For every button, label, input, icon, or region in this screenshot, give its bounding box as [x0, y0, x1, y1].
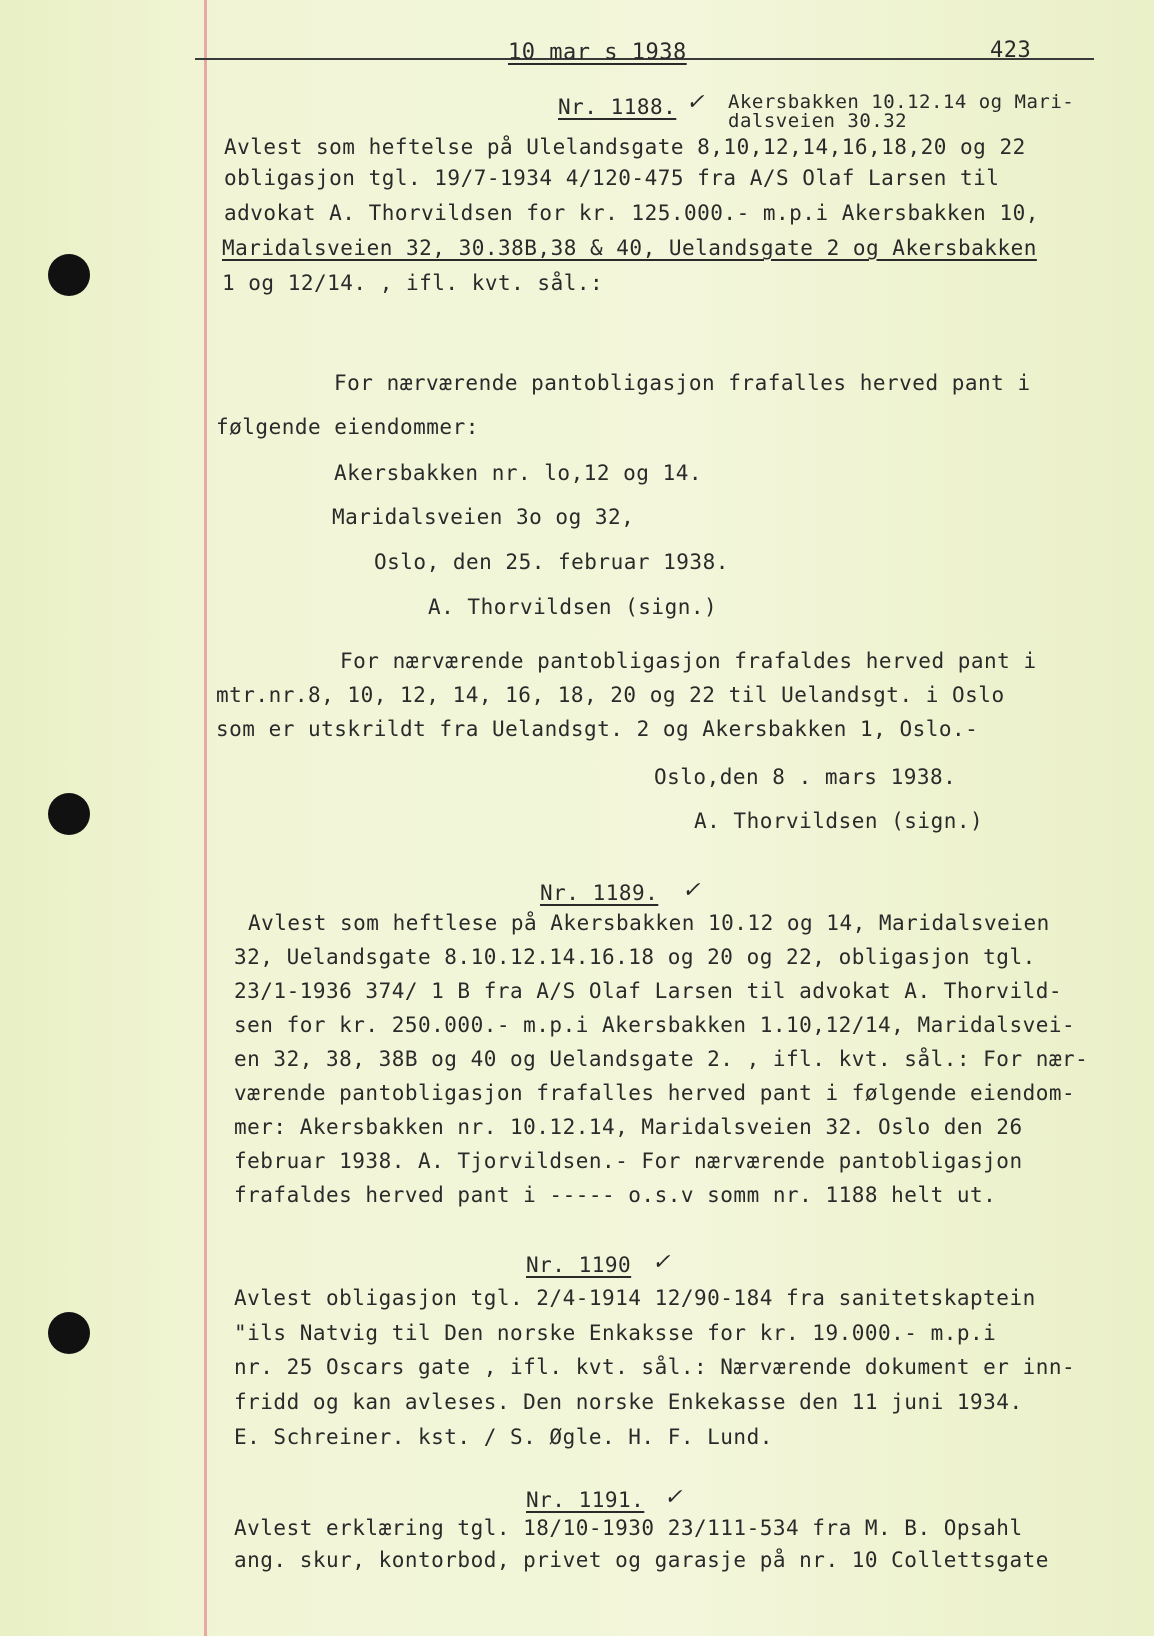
entry-1188-line-2: obligasjon tgl. 19/7-1934 4/120-475 fra A/S Olaf Larsen til	[224, 166, 1000, 190]
punch-hole-bottom	[48, 1312, 90, 1354]
entry-1188-line-1: Avlest som heftelse på Ulelandsgate 8,10,12,14,16,18,20 og 22	[224, 135, 1026, 159]
entry-1189-line-8: februar 1938. A. Tjorvildsen.- For nærværende pantobligasjon	[234, 1149, 1023, 1173]
entry-1189-number: Nr. 1189.	[540, 881, 659, 905]
entry-1190-check: ✓	[652, 1250, 671, 1275]
entry-1189-line-2: 32, Uelandsgate 8.10.12.14.16.18 og 20 og 22, obligasjon tgl.	[234, 945, 1036, 969]
entry-1190-line-4: fridd og kan avleses. Den norske Enkekasse den 11 juni 1934.	[234, 1390, 1023, 1414]
entry-1189-line-3: 23/1-1936 374/ 1 B fra A/S Olaf Larsen til advokat A. Thorvild-	[234, 979, 1063, 1003]
entry-1189-line-4: sen for kr. 250.000.- m.p.i Akersbakken 1.10,12/14, Maridalsvei-	[234, 1013, 1076, 1037]
entry-1189-line-1: Avlest som heftlese på Akersbakken 10.12 og 14, Maridalsveien	[248, 911, 1050, 935]
release-2-line-2: mtr.nr.8, 10, 12, 14, 16, 18, 20 og 22 til Uelandsgt. i Oslo	[216, 683, 1005, 707]
entry-1189-check: ✓	[682, 878, 701, 903]
release-1-line-3: Akersbakken nr. lo,12 og 14.	[334, 461, 703, 485]
release-2-line-1: For nærværende pantobligasjon frafaldes herved pant i	[340, 649, 1037, 673]
entry-1191-line-2: ang. skur, kontorbod, privet og garasje på nr. 10 Collettsgate	[234, 1548, 1049, 1572]
entry-1188-line-3: advokat A. Thorvildsen for kr. 125.000.- m.p.i Akersbakken 10,	[224, 201, 1039, 225]
entry-1188-heading-2: dalsveien 30.32	[728, 110, 908, 132]
entry-1188-number: Nr. 1188.	[558, 95, 677, 119]
release-2-line-3: som er utskrildt fra Uelandsgt. 2 og Akersbakken 1, Oslo.-	[216, 717, 979, 741]
entry-1189-line-9: frafaldes herved pant i ----- o.s.v somm nr. 1188 helt ut.	[234, 1183, 997, 1207]
entry-1188-heading-1: Akersbakken 10.12.14 og Mari-	[728, 91, 1075, 113]
entry-1190-line-3: nr. 25 Oscars gate , ifl. kvt. sål.: Nærværende dokument er inn-	[234, 1355, 1076, 1379]
release-1-line-1: For nærværende pantobligasjon frafalles herved pant i	[334, 371, 1031, 395]
release-1-line-2: følgende eiendommer:	[216, 415, 479, 439]
entry-1190-line-5: E. Schreiner. kst. / S. Øgle. H. F. Lund.	[234, 1425, 773, 1449]
entry-1190-line-1: Avlest obligasjon tgl. 2/4-1914 12/90-184 fra sanitetskaptein	[234, 1286, 1036, 1310]
header-date: 10 mar s 1938	[508, 40, 687, 65]
entry-1190-number: Nr. 1190	[526, 1253, 632, 1277]
release-1-line-4: Maridalsveien 3o og 32,	[332, 505, 635, 529]
entry-1189-line-5: en 32, 38, 38B og 40 og Uelandsgate 2. , ifl. kvt. sål.: For nær-	[234, 1047, 1089, 1071]
release-2-line-5: A. Thorvildsen (sign.)	[694, 809, 984, 833]
release-1-line-6: A. Thorvildsen (sign.)	[428, 595, 718, 619]
margin-line	[204, 0, 207, 1636]
entry-1191-number: Nr. 1191.	[526, 1488, 645, 1512]
entry-1188-line-5: 1 og 12/14. , ifl. kvt. sål.:	[222, 271, 604, 295]
entry-1191-line-1: Avlest erklæring tgl. 18/10-1930 23/111-534 fra M. B. Opsahl	[234, 1516, 1023, 1540]
entry-1188-check: ✓	[686, 90, 705, 115]
page-number: 423	[990, 38, 1032, 63]
release-2-line-4: Oslo,den 8 . mars 1938.	[654, 765, 957, 789]
release-1-line-5: Oslo, den 25. februar 1938.	[374, 550, 729, 574]
punch-hole-middle	[48, 793, 90, 835]
entry-1190-line-2: "ils Natvig til Den norske Enkaksse for kr. 19.000.- m.p.i	[234, 1321, 997, 1345]
entry-1189-line-7: mer: Akersbakken nr. 10.12.14, Maridalsveien 32. Oslo den 26	[234, 1115, 1023, 1139]
entry-1191-check: ✓	[664, 1485, 683, 1510]
entry-1188-line-4: Maridalsveien 32, 30.38B,38 & 40, Uelandsgate 2 og Akersbakken	[222, 236, 1037, 260]
punch-hole-top	[48, 254, 90, 296]
entry-1189-line-6: værende pantobligasjon frafalles herved pant i følgende eiendom-	[234, 1081, 1076, 1105]
